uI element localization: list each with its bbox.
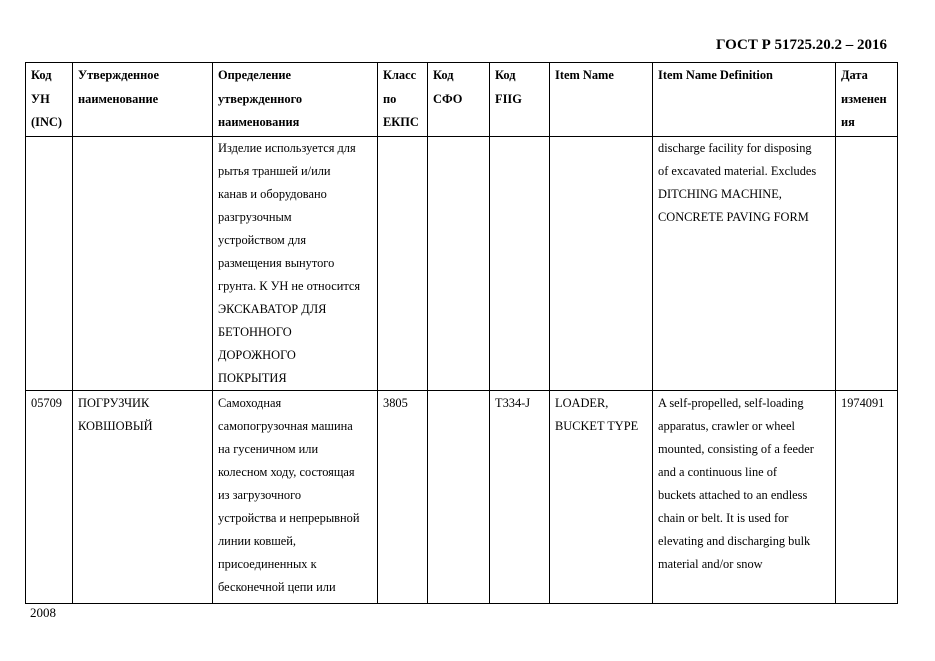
cell-approved-name: ПОГРУЗЧИК КОВШОВЫЙ	[73, 391, 213, 604]
header-sfo: Код СФО	[428, 63, 490, 137]
cell-approved-name	[73, 137, 213, 391]
header-definition: Определение утвержденного наименования	[213, 63, 378, 137]
cell-class: 3805	[378, 391, 428, 604]
cell-fiig: T334-J	[490, 391, 550, 604]
cell-definition: Изделие используется для рытья траншей и/или канав и оборудовано разгрузочным устройством для размещения вынутого грунта. К УН не относится ЭКСКАВАТОР ДЛЯ БЕТОННОГО ДОРОЖНОГО ПОКРЫТИЯ	[213, 137, 378, 391]
cell-fiig	[490, 137, 550, 391]
header-approved-name: Утвержденное наименование	[73, 63, 213, 137]
cell-item-definition: discharge facility for disposing of excavated material. Excludes DITCHING MACHINE, CONCRETE PAVING FORM	[653, 137, 836, 391]
cell-class	[378, 137, 428, 391]
table-row	[26, 137, 898, 391]
header-item-name: Item Name	[550, 63, 653, 137]
header-date: Дата изменен ия	[836, 63, 898, 137]
catalog-table	[25, 62, 898, 604]
cell-definition: Самоходная самопогрузочная машина на гусеничном или колесном ходу, состоящая из загрузочного устройства и непрерывной линии ковшей, присоединенных к бесконечной цепи или	[213, 391, 378, 604]
cell-sfo	[428, 137, 490, 391]
cell-date	[836, 137, 898, 391]
cell-date: 1974091	[836, 391, 898, 604]
header-inc: Код УН (INC)	[26, 63, 73, 137]
cell-inc: 05709	[26, 391, 73, 604]
cell-item-name: LOADER, BUCKET TYPE	[550, 391, 653, 604]
standard-label: ГОСТ Р 51725.20.2 – 2016	[715, 37, 887, 53]
page-number: 2008	[30, 605, 56, 620]
table-row	[26, 391, 898, 604]
cell-item-name	[550, 137, 653, 391]
header-class: Класс по ЕКПС	[378, 63, 428, 137]
header-item-definition: Item Name Definition	[653, 63, 836, 137]
header-fiig: Код FIIG	[490, 63, 550, 137]
cell-sfo	[428, 391, 490, 604]
cell-inc	[26, 137, 73, 391]
cell-item-definition: A self-propelled, self-loading apparatus, crawler or wheel mounted, consisting of a feeder and a continuous line of buckets attached to an endless chain or belt. It is used for elevating and discharging bulk material and/or snow	[653, 391, 836, 604]
header-row	[26, 63, 898, 137]
